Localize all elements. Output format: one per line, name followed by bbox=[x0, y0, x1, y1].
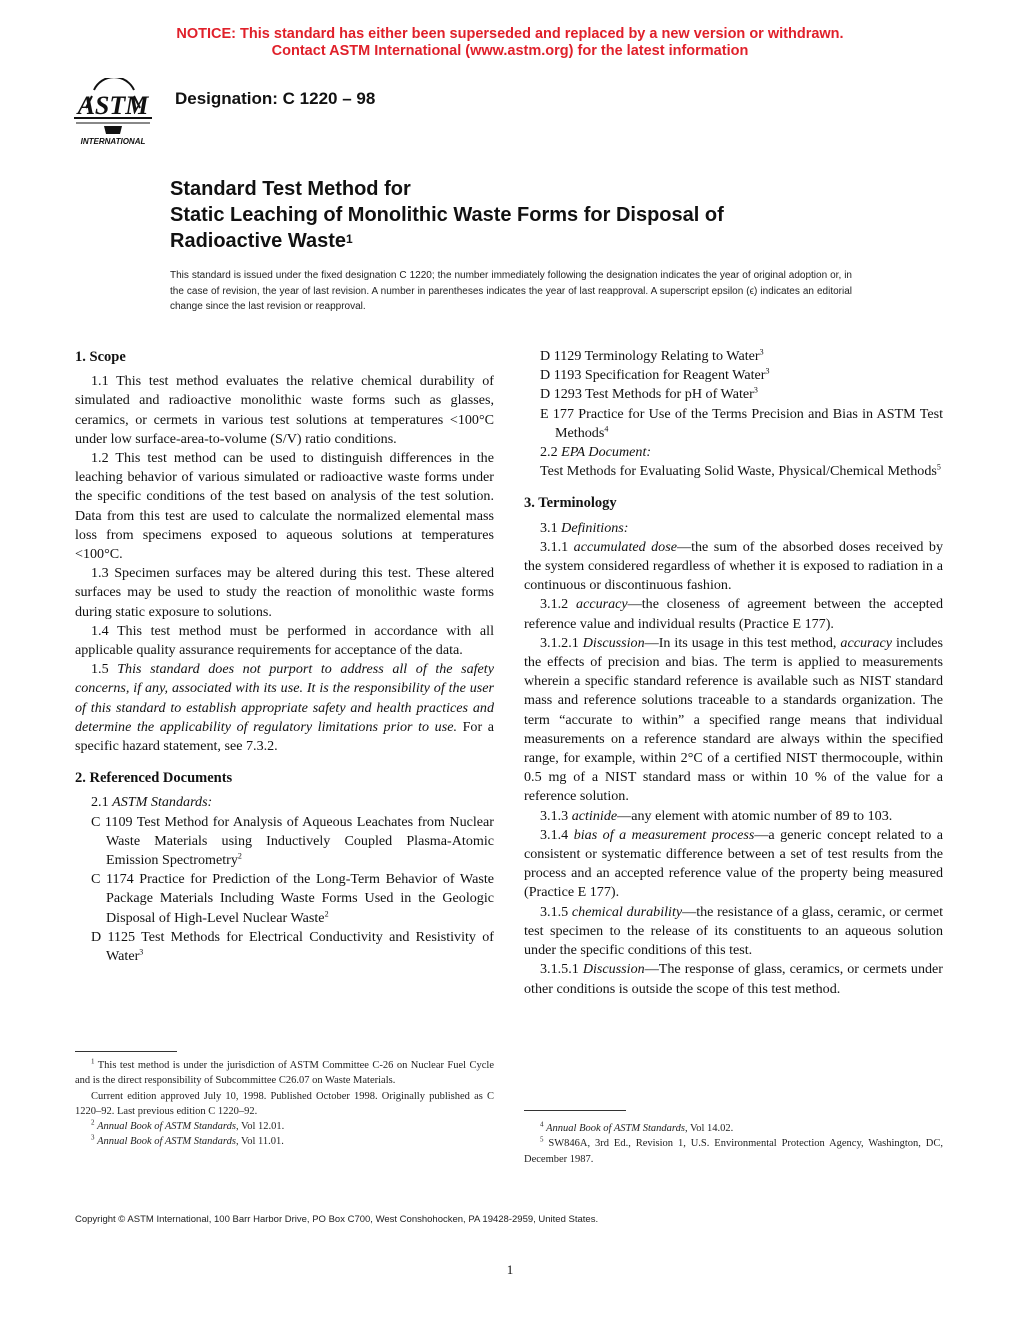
reference-text: D 1293 Test Methods for pH of Water bbox=[540, 386, 754, 403]
definition-term: chemical durability bbox=[571, 903, 683, 920]
reference-footnote-mark: 2 bbox=[237, 851, 242, 861]
footnotes-right bbox=[524, 1121, 943, 1167]
reference-text: C 1109 Test Method for Analysis of Aqueous Leachates from Nuclear Waste Materials using Inductively Coupled Plasma-Atomic Emission Spectrometry bbox=[91, 813, 494, 869]
referenced-documents-heading: 2. Referenced Documents bbox=[75, 770, 233, 787]
reference-item bbox=[540, 462, 943, 481]
definition-number: 3.1.4 bbox=[540, 826, 569, 843]
copyright-line: Copyright © ASTM International, 100 Barr Harbor Drive, PO Box C700, West Conshohocken, PA 19428-2959, United States. bbox=[75, 1214, 599, 1225]
reference-text: Test Methods for Evaluating Solid Waste, Physical/Chemical Methods bbox=[540, 463, 937, 480]
definition-term: accuracy bbox=[576, 596, 628, 613]
reference-item bbox=[540, 385, 943, 404]
footnote-2 bbox=[75, 1119, 494, 1134]
reference-footnote-mark: 4 bbox=[604, 424, 609, 434]
right-column bbox=[524, 347, 943, 999]
reference-item bbox=[540, 366, 943, 385]
reference-item bbox=[91, 813, 494, 871]
definition-number: 3.1.2 bbox=[540, 596, 569, 613]
footnote-1-text: This test method is under the jurisdiction of ASTM Committee C-26 on Nuclear Fuel Cycle and is the direct responsibility of Subcommittee C26.07 on Waste Materials. bbox=[75, 1060, 494, 1087]
document-title bbox=[170, 176, 870, 254]
section-1-2: 1.2 This test method can be used to distinguish differences in the leaching behavior of various simulated or radioactive waste forms under the specific conditions of the test based on analysis of the test solution. Data from this test are used to calculate the normalized elemental mass loss from specimens exposed to aqueous solutions at temperatures <100°C. bbox=[75, 450, 494, 563]
footnotes-left bbox=[75, 1058, 494, 1150]
footnote-rule-left bbox=[75, 1051, 177, 1052]
definition-term: actinide bbox=[571, 807, 618, 824]
footnote-3-volume: , Vol 11.01. bbox=[235, 1136, 284, 1148]
reference-text: D 1129 Terminology Relating to Water bbox=[540, 348, 760, 364]
logo-caption: INTERNATIONAL bbox=[80, 137, 146, 146]
discussion-label: Discussion bbox=[582, 961, 645, 978]
section-2-1 bbox=[75, 793, 494, 812]
discussion-chemical-durability bbox=[524, 960, 943, 998]
astm-standards-label: ASTM Standards: bbox=[112, 794, 213, 811]
definition-text: —any element with atomic number of 89 to 103. bbox=[617, 807, 893, 824]
definition-chemical-durability bbox=[524, 903, 943, 961]
astm-logo bbox=[64, 78, 162, 148]
section-1-4: 1.4 This test method must be performed in accordance with all applicable quality assurance requirements for acceptance of the data. bbox=[75, 622, 494, 659]
terminology-heading: 3. Terminology bbox=[524, 495, 617, 512]
definition-text: —the resistance of a glass, ceramic, or cermet test specimen to the release of its constituents to an aqueous solution under the specific conditions of this test. bbox=[524, 903, 943, 959]
definition-term: bias of a measurement process bbox=[573, 826, 755, 843]
discussion-term: accuracy bbox=[840, 634, 893, 651]
scope-heading: 1. Scope bbox=[75, 349, 126, 365]
section-2-2-number: 2.2 bbox=[540, 444, 558, 461]
withdrawal-notice bbox=[0, 26, 1020, 60]
reference-footnote-mark: 3 bbox=[765, 366, 770, 376]
title-line-1: Standard Test Method for bbox=[170, 178, 411, 200]
reference-item bbox=[91, 928, 494, 966]
reference-item bbox=[540, 347, 943, 366]
notice-line-1: NOTICE: This standard has either been superseded and replaced by a new version or withdrawn. bbox=[176, 26, 844, 42]
discussion-number: 3.1.5.1 bbox=[540, 961, 579, 978]
definition-number: 3.1.1 bbox=[540, 538, 569, 555]
discussion-text: —The response of glass, ceramics, or cermets under other conditions is outside the scope of this test method. bbox=[524, 961, 943, 997]
reference-text: D 1125 Test Methods for Electrical Conductivity and Resistivity of Water bbox=[91, 928, 494, 965]
footnote-1 bbox=[75, 1058, 494, 1089]
definition-text: —the closeness of agreement between the accepted reference value and individual results (Practice E 177). bbox=[524, 596, 943, 632]
safety-caveat: This standard does not purport to address all of the safety concerns, if any, associated with its use. It is the responsibility of the user of this standard to establish appropriate safety and health practices and determine the applicability of regulatory limitations prior to use. bbox=[75, 661, 494, 735]
footnote-1-mark: 1 bbox=[91, 1057, 95, 1066]
definitions-label: Definitions: bbox=[561, 519, 629, 536]
section-2-2 bbox=[524, 443, 943, 462]
title-footnote-mark: 1 bbox=[346, 232, 353, 246]
logo-letters: ASTM bbox=[77, 91, 149, 120]
reference-item bbox=[91, 870, 494, 928]
discussion-accuracy bbox=[524, 634, 943, 807]
section-1-3: 1.3 Specimen surfaces may be altered during this test. These altered surfaces may be used to study the reaction of monolithic waste forms during static exposure to solutions. bbox=[75, 565, 494, 620]
discussion-number: 3.1.2.1 bbox=[540, 634, 579, 651]
reference-footnote-mark: 5 bbox=[936, 462, 941, 472]
definition-text: —a generic concept related to a consistent or systematic difference between a set of test results from the process and an accepted reference value of the property being measured (Practice E 177). bbox=[524, 826, 943, 901]
reference-item bbox=[540, 405, 943, 443]
reference-text: C 1174 Practice for Prediction of the Long-Term Behavior of Waste Package Materials Including Waste Forms Used in the Geologic Disposal of High-Level Nuclear Waste bbox=[91, 871, 494, 926]
section-1-1: 1.1 This test method evaluates the relative chemical durability of simulated and radioactive monolithic waste forms such as glasses, ceramics, or cermets in various test solutions at temperatures <100°C under low surface-area-to-volume (S/V) ratio conditions. bbox=[75, 373, 494, 447]
page-number: 1 bbox=[506, 1262, 514, 1277]
reference-text: D 1193 Specification for Reagent Water bbox=[540, 367, 766, 384]
left-column bbox=[75, 348, 494, 966]
definition-term: accumulated dose bbox=[573, 538, 677, 555]
footnote-4-volume: , Vol 14.02. bbox=[684, 1123, 734, 1134]
section-3-1-number: 3.1 bbox=[540, 519, 558, 536]
reference-text: E 177 Practice for Use of the Terms Precision and Bias in ASTM Test Methods bbox=[540, 405, 943, 441]
footnote-4-mark: 4 bbox=[540, 1120, 544, 1129]
definition-bias bbox=[524, 826, 943, 903]
definition-accuracy bbox=[524, 595, 943, 633]
footnote-3-title: Annual Book of ASTM Standards bbox=[97, 1136, 236, 1148]
section-1-5-number: 1.5 bbox=[91, 661, 109, 678]
title-line-3 bbox=[170, 228, 870, 254]
title-line-3-text: Radioactive Waste bbox=[170, 230, 346, 252]
reference-footnote-mark: 3 bbox=[753, 385, 758, 395]
footnote-2-title: Annual Book of ASTM Standards bbox=[97, 1121, 236, 1133]
footnote-4-title: Annual Book of ASTM Standards bbox=[546, 1123, 685, 1134]
footnote-rule-right bbox=[524, 1110, 626, 1111]
issuance-statement: This standard is issued under the fixed designation C 1220; the number immediately following the designation indicates the year of original adoption or, in the case of revision, the year of last revision. A number in parentheses indicates the year of last reapproval. A superscript epsilon (ϵ) indicates an editorial change since the last revision or reapproval. bbox=[170, 270, 852, 312]
definition-text: —the sum of the absorbed doses received by the system considered regardless of whether it is exposed to radiation in a continuous or discontinuous fashion. bbox=[524, 538, 943, 594]
definition-number: 3.1.3 bbox=[540, 807, 569, 824]
footnote-3 bbox=[75, 1134, 494, 1149]
astm-logo-icon bbox=[64, 78, 162, 148]
footnote-5-text: SW846A, 3rd Ed., Revision 1, U.S. Environmental Protection Agency, Washington, DC, December 1987. bbox=[524, 1138, 944, 1165]
definition-actinide bbox=[524, 807, 943, 826]
footnote-5-mark: 5 bbox=[540, 1135, 544, 1144]
hazard-reference: For a specific hazard statement, see 7.3.2. bbox=[75, 718, 494, 755]
reference-footnote-mark: 3 bbox=[759, 347, 764, 357]
designation: Designation: C 1220 – 98 bbox=[175, 89, 376, 108]
reference-footnote-mark: 3 bbox=[139, 947, 144, 957]
footnote-1-continued: Current edition approved July 10, 1998. Published October 1998. Originally published as C 1220–92. Last previous edition C 1220–92. bbox=[75, 1090, 494, 1117]
reference-footnote-mark: 2 bbox=[324, 909, 329, 918]
section-2-1-number: 2.1 bbox=[91, 794, 109, 811]
definition-accumulated-dose bbox=[524, 538, 943, 596]
epa-document-label: EPA Document: bbox=[561, 444, 652, 461]
section-3-1 bbox=[524, 519, 943, 538]
discussion-label: Discussion bbox=[582, 634, 645, 651]
footnote-5 bbox=[524, 1136, 943, 1167]
discussion-text: —In its usage in this test method, bbox=[644, 634, 837, 651]
footnote-2-volume: , Vol 12.01. bbox=[235, 1121, 285, 1133]
discussion-text: includes the effects of precision and bias. The term is applied to measurements wherein a specific standard reference is available such as NIST standard mass and reference solutions traceable to a standards organization. The term “accurate to within” a specified range means that individual measurements on a reference standard are always within the specified range, for example, within 2°C of a certified NIST thermocouple, within 0.5 mg of a NIST standard mass or within 10 % of the value for a reference solution. bbox=[524, 634, 944, 805]
notice-line-2: Contact ASTM International (www.astm.org) for the latest information bbox=[271, 43, 749, 59]
section-1-5 bbox=[75, 660, 494, 756]
footnote-3-mark: 3 bbox=[91, 1133, 95, 1142]
footnote-2-mark: 2 bbox=[91, 1118, 95, 1127]
definition-number: 3.1.5 bbox=[540, 903, 569, 920]
footnote-4 bbox=[524, 1121, 943, 1136]
title-line-2: Static Leaching of Monolithic Waste Forms for Disposal of bbox=[170, 204, 724, 226]
